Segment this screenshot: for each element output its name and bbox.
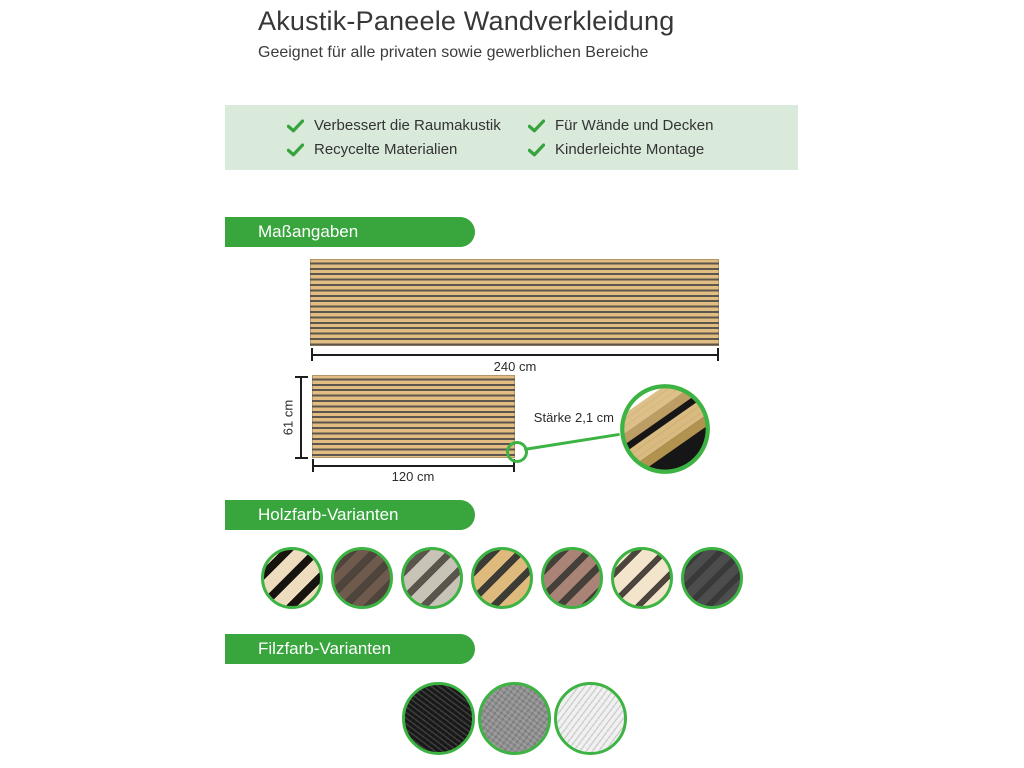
dimension-tick	[311, 348, 313, 361]
dimension-line-120	[312, 465, 515, 467]
panel-illustration-large	[310, 259, 719, 346]
section-header-massangaben	[225, 217, 475, 247]
wood-swatch-creme-hell	[611, 547, 673, 609]
section-label: Filzfarb-Varianten	[258, 639, 391, 658]
dimension-tick	[717, 348, 719, 361]
check-icon	[528, 119, 545, 133]
felt-swatch-grau	[478, 682, 551, 755]
dimension-line-240	[311, 354, 719, 356]
wood-swatch-row	[261, 547, 743, 609]
wood-swatch-eiche-natur	[471, 547, 533, 609]
wood-swatch-eiche-grau	[401, 547, 463, 609]
page-title: Akustik-Paneele Wandverkleidung	[258, 6, 675, 36]
section-label: Maßangaben	[258, 222, 359, 241]
section-header-holzfarb	[225, 500, 475, 530]
wood-swatch-walnuss	[331, 547, 393, 609]
feature-label: Recycelte Materialien	[314, 141, 458, 158]
felt-swatch-schwarz	[402, 682, 475, 755]
section-label: Holzfarb-Varianten	[258, 505, 399, 524]
dimension-tick	[312, 459, 314, 472]
magnifier-target-circle	[506, 441, 528, 463]
dimension-tick	[295, 457, 308, 459]
feature-label: Für Wände und Decken	[555, 117, 714, 134]
section-header-filzfarb	[225, 634, 475, 664]
check-icon	[528, 143, 545, 157]
magnifier-detail-view	[618, 382, 712, 476]
wood-swatch-birke-schwarz	[261, 547, 323, 609]
dimension-label-120: 120 cm	[391, 469, 435, 484]
feature-item	[528, 141, 798, 158]
check-icon	[287, 143, 304, 157]
wood-swatch-anthrazit	[681, 547, 743, 609]
check-icon	[287, 119, 304, 133]
features-box	[225, 105, 798, 170]
magnifier-connector-line	[524, 433, 620, 451]
page-subtitle: Geeignet für alle privaten sowie gewerblichen Bereiche	[258, 44, 649, 61]
feature-label: Verbessert die Raumakustik	[314, 117, 501, 134]
dimension-label-61: 61 cm	[280, 399, 296, 436]
dimension-tick	[295, 376, 308, 378]
wood-swatch-mokka	[541, 547, 603, 609]
feature-item	[287, 141, 528, 158]
felt-swatch-weiss	[554, 682, 627, 755]
thickness-label: Stärke 2,1 cm	[533, 410, 614, 425]
feature-label: Kinderleichte Montage	[555, 141, 705, 158]
dimension-label-240: 240 cm	[493, 359, 537, 374]
header	[258, 6, 674, 62]
feature-item	[528, 117, 798, 134]
panel-illustration-small	[312, 375, 515, 458]
felt-swatch-row	[402, 682, 627, 755]
dimension-line-61	[300, 377, 302, 458]
feature-item	[287, 117, 528, 134]
